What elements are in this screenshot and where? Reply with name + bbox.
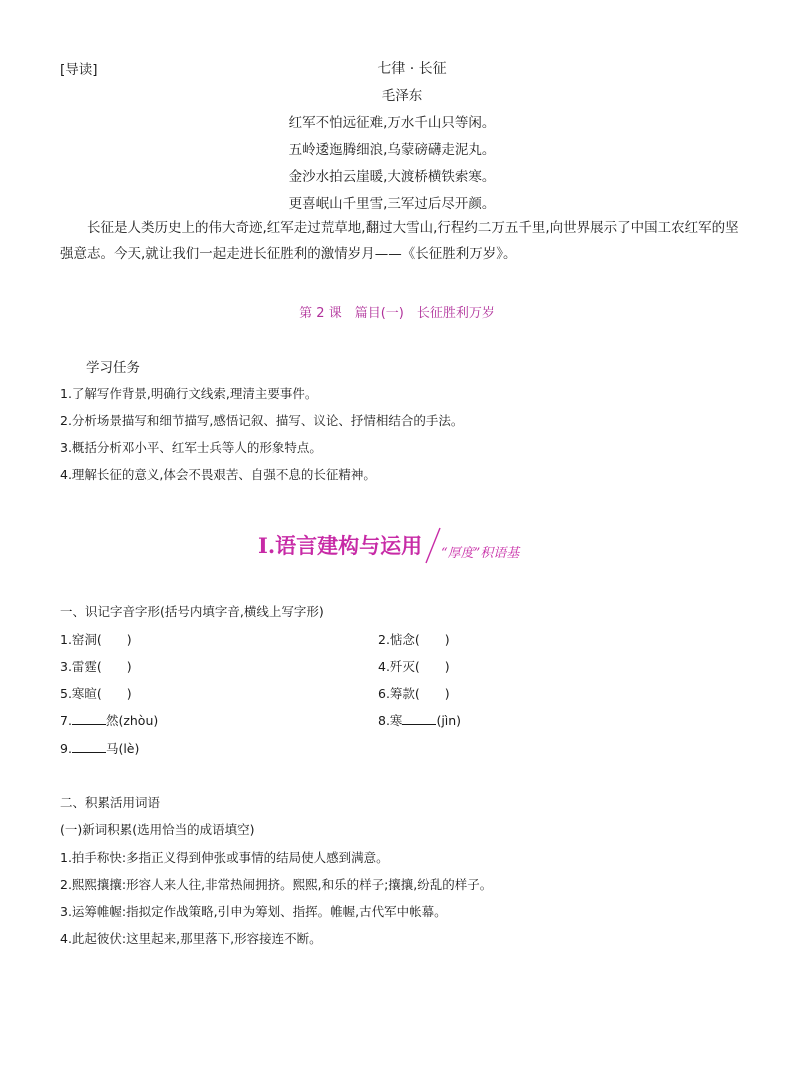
poem-title: 七律 · 长征 (377, 61, 447, 77)
section-title: I.语言建构与运用 (258, 533, 423, 558)
part2-item-3: 3.运筹帷幄:指拟定作战策略,引申为筹划、指挥。帷幄,古代军中帐幕。 (60, 904, 447, 919)
section-heading (0, 525, 794, 565)
poem-line-3: 金沙水拍云崖暖,大渡桥横铁索寒。 (288, 169, 496, 185)
fill-blank[interactable] (72, 740, 106, 753)
part1-item-1: 1.窑洞( ) (60, 632, 132, 647)
fill-blank[interactable] (402, 712, 436, 725)
task-item-1: 1.了解写作背景,明确行文线索,理清主要事件。 (60, 386, 318, 401)
part1-heading: 一、识记字音字形(括号内填字音,横线上写字形) (60, 604, 324, 619)
part1-item-2: 2.惦念( ) (378, 632, 450, 647)
slash-divider (424, 525, 442, 565)
poem-line-1: 红军不怕远征难,万水千山只等闲。 (288, 115, 496, 131)
section-subtitle: “厚度”积语基 (441, 546, 520, 561)
part1-item-7: 7. 然(zhòu) (60, 713, 159, 728)
part1-item-8: 8.寒 (jìn) (378, 713, 462, 728)
intro-label: [导读] (60, 62, 98, 78)
tasks-heading: 学习任务 (86, 360, 140, 376)
part1-item-4: 4.歼灭( ) (378, 659, 450, 674)
intro-paragraph: 长征是人类历史上的伟大奇迹,红军走过荒草地,翻过大雪山,行程约二万五千里,向世界展示了中国工农红军的坚强意志。今天,就让我们一起走进长征胜利的激情岁月——《长征胜利万岁》。 (60, 220, 739, 262)
task-item-4: 4.理解长征的意义,体会不畏艰苦、自强不息的长征精神。 (60, 467, 376, 482)
lesson-title: 第 2 课 篇目(一) 长征胜利万岁 (299, 306, 495, 321)
poem-line-4: 更喜岷山千里雪,三军过后尽开颜。 (288, 196, 496, 212)
part1-item-5: 5.寒暄( ) (60, 686, 132, 701)
poem-author: 毛泽东 (381, 88, 423, 104)
part2-subheading: (一)新词积累(选用恰当的成语填空) (60, 822, 255, 837)
fill-blank[interactable] (72, 712, 106, 725)
part1-item-9: 9. 马(lè) (60, 741, 140, 756)
part2-item-2: 2.熙熙攘攘:形容人来人往,非常热闹拥挤。熙熙,和乐的样子;攘攘,纷乱的样子。 (60, 877, 493, 892)
part2-heading: 二、积累活用词语 (60, 795, 161, 810)
part1-item-6: 6.筹款( ) (378, 686, 450, 701)
task-item-2: 2.分析场景描写和细节描写,感悟记叙、描写、议论、抒情相结合的手法。 (60, 413, 464, 428)
part2-item-1: 1.拍手称快:多指正义得到伸张或事情的结局使人感到满意。 (60, 850, 389, 865)
part1-item-3: 3.雷霆( ) (60, 659, 132, 674)
poem-line-2: 五岭逶迤腾细浪,乌蒙磅礴走泥丸。 (288, 142, 496, 158)
task-item-3: 3.概括分析邓小平、红军士兵等人的形象特点。 (60, 440, 322, 455)
part2-item-4: 4.此起彼伏:这里起来,那里落下,形容接连不断。 (60, 931, 322, 946)
